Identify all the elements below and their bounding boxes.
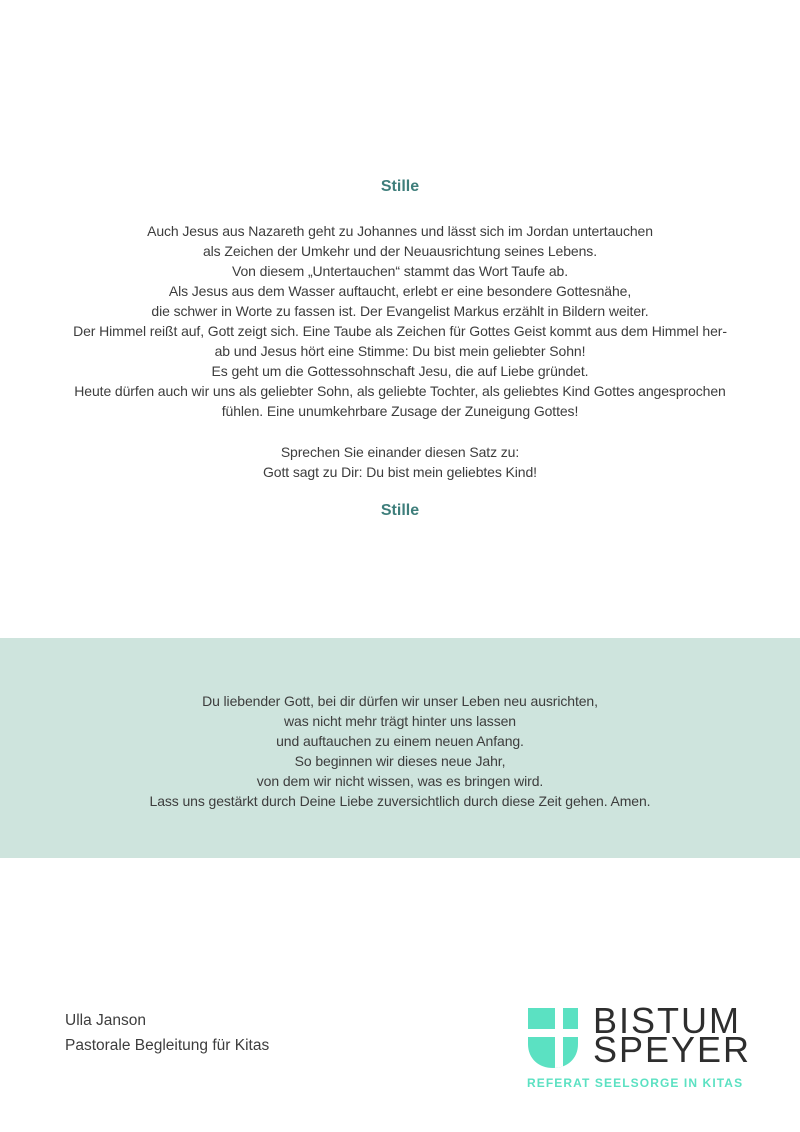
meditation-line: ab und Jesus hört eine Stimme: Du bist mein geliebter Sohn! (214, 343, 586, 359)
prayer-line: Du liebender Gott, bei dir dürfen wir unser Leben neu ausrichten, (202, 693, 598, 709)
prayer-line: Lass uns gestärkt durch Deine Liebe zuversichtlich durch diese Zeit gehen. Amen. (149, 793, 651, 809)
prayer-line: was nicht mehr trägt hinter uns lassen (284, 713, 516, 729)
logo-wordmark-line2: SPEYER (593, 1029, 752, 1070)
meditation-line: Es geht um die Gottessohnschaft Jesu, die auf Liebe gründet. (211, 363, 589, 379)
prayer-line: von dem wir nicht wissen, was es bringen wird. (256, 773, 544, 789)
author-role: Pastorale Begleitung für Kitas (65, 1037, 270, 1054)
meditation-line: als Zeichen der Umkehr und der Neuausrichtung seines Lebens. (202, 243, 597, 259)
meditation-line: fühlen. Eine unumkehrbare Zusage der Zuneigung Gottes! (221, 403, 579, 419)
stille-heading-second: Stille (380, 502, 420, 519)
author-name: Ulla Janson (65, 1012, 146, 1029)
meditation-line: Auch Jesus aus Nazareth geht zu Johannes und lässt sich im Jordan untertauchen (147, 223, 653, 239)
invitation-line: Sprechen Sie einander diesen Satz zu: (280, 444, 520, 460)
meditation-text-block (0, 221, 800, 421)
prayer-box (0, 638, 800, 858)
meditation-line: Von diesem „Untertauchen“ stammt das Wort Taufe ab. (232, 263, 568, 279)
logo-wordmark-line1: BISTUM (593, 1000, 742, 1041)
invitation-line: Gott sagt zu Dir: Du bist mein geliebtes Kind! (263, 464, 537, 480)
invitation-text-block (0, 442, 800, 482)
stille-heading-first: Stille (380, 178, 420, 195)
prayer-line: und auftauchen zu einem neuen Anfang. (276, 733, 524, 749)
prayer-line: So beginnen wir dieses neue Jahr, (294, 753, 506, 769)
meditation-line: Als Jesus aus dem Wasser auftaucht, erlebt er eine besondere Gottesnähe, (168, 283, 632, 299)
meditation-line: Der Himmel reißt auf, Gott zeigt sich. Eine Taube als Zeichen für Gottes Geist kommt aus dem Himmel her- (73, 323, 727, 339)
logo-subtitle: REFERAT SEELSORGE IN KITAS (527, 1076, 744, 1090)
shield-cross-icon (528, 1008, 578, 1068)
author-block (65, 1008, 269, 1058)
meditation-line: Heute dürfen auch wir uns als geliebter Sohn, als geliebte Tochter, als geliebtes Kind Gottes angesprochen (74, 383, 726, 399)
meditation-line: die schwer in Worte zu fassen ist. Der Evangelist Markus erzählt in Bildern weiter. (151, 303, 649, 319)
